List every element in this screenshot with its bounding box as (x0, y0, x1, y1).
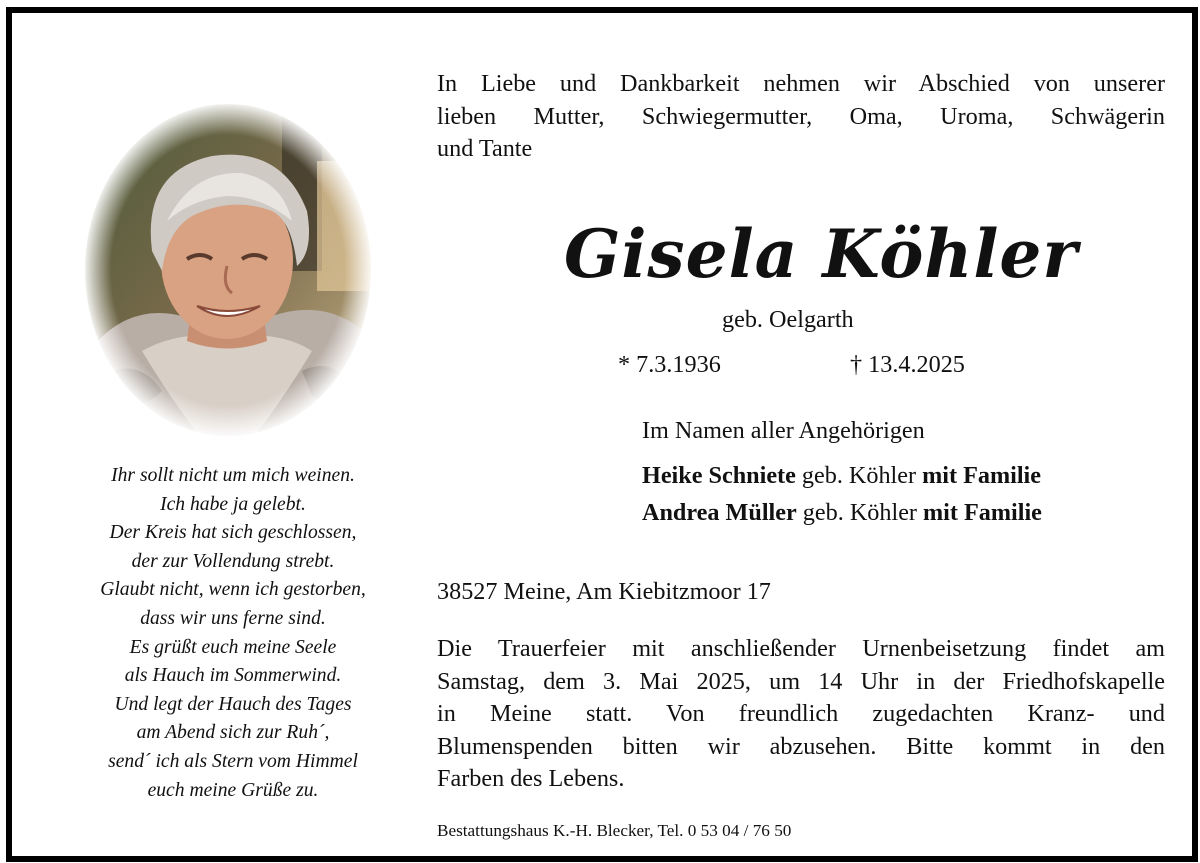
service-line: in Meine statt. Von freundlich zugedachten Kranz- und (437, 700, 1165, 727)
poem-line: send´ ich als Stern vom Himmel (108, 750, 358, 772)
mourner-family (642, 462, 1041, 490)
mourner-family (642, 499, 1042, 527)
deceased-name: Gisela Köhler (564, 215, 1079, 293)
mourner-name: Andrea Müller (642, 499, 797, 526)
poem-line: Ich habe ja gelebt. (160, 493, 306, 515)
poem-line: Es grüßt euch meine Seele (129, 636, 337, 658)
poem-line: der zur Vollendung strebt. (131, 550, 335, 572)
portrait-photo (82, 101, 374, 439)
poem-line: Der Kreis hat sich geschlossen, (109, 522, 357, 544)
service-line: Blumenspenden bitten wir abzusehen. Bitte kommt in den (437, 732, 1165, 760)
on-behalf-line: Im Namen aller Angehörigen (642, 417, 925, 444)
intro-line: und Tante (437, 135, 533, 162)
poem-line: Glaubt nicht, wenn ich gestorben, (100, 579, 366, 601)
poem-line: am Abend sich zur Ruh´, (136, 722, 330, 744)
poem-line: Und legt der Hauch des Tages (114, 693, 352, 715)
birth-date: * 7.3.1936 (618, 351, 721, 378)
intro-line: In Liebe und Dankbarkeit nehmen wir Abschied von unserer (437, 70, 1165, 97)
poem-line: dass wir uns ferne sind. (140, 607, 326, 629)
intro-line: lieben Mutter, Schwiegermutter, Oma, Uroma, Schwägerin (437, 102, 1165, 130)
poem-line: als Hauch im Sommerwind. (124, 665, 342, 687)
maiden-name: geb. Oelgarth (722, 306, 854, 333)
undertaker-contact: Bestattungshaus K.-H. Blecker, Tel. 0 53 04 / 76 50 (437, 821, 792, 840)
death-date: † 13.4.2025 (850, 351, 965, 378)
service-line: Farben des Lebens. (437, 765, 625, 792)
obituary-card (6, 7, 1198, 862)
poem-line: Ihr sollt nicht um mich weinen. (111, 465, 355, 486)
poem (38, 462, 428, 805)
mourner-name: Heike Schniete (642, 462, 796, 489)
service-text (437, 633, 1165, 796)
intro-text (437, 68, 1165, 166)
mourner-suffix: mit Familie (922, 462, 1042, 489)
address: 38527 Meine, Am Kiebitzmoor 17 (437, 578, 771, 605)
poem-line: euch meine Grüße zu. (147, 779, 319, 801)
mourner-suffix: mit Familie (923, 499, 1042, 526)
mourner-nee: geb. Köhler (802, 499, 917, 526)
service-line: Samstag, dem 3. Mai 2025, um 14 Uhr in der Friedhofskapelle (437, 667, 1165, 695)
mourner-nee: geb. Köhler (801, 462, 917, 489)
service-line: Die Trauerfeier mit anschließender Urnenbeisetzung findet am (437, 635, 1165, 662)
